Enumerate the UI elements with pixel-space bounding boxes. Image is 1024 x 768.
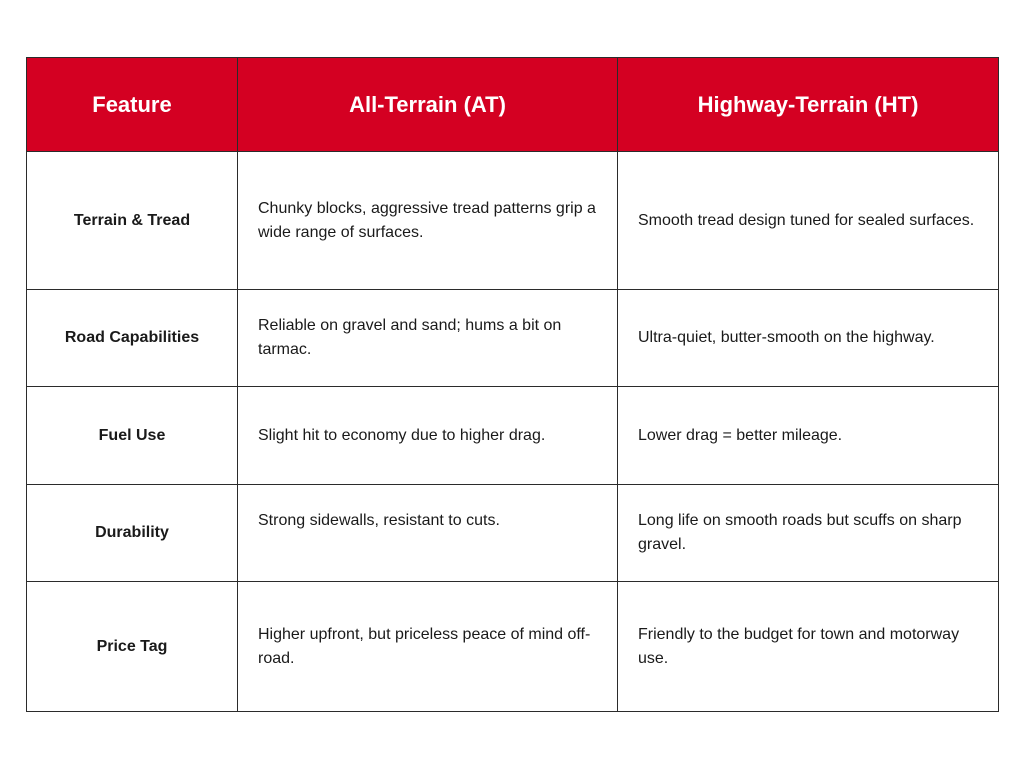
at-description: Higher upfront, but priceless peace of mind off-road. [258,625,591,667]
table-row [27,387,999,485]
at-description: Slight hit to economy due to higher drag. [258,426,546,444]
feature-label: Durability [95,524,169,541]
feature-cell [27,485,238,582]
ht-cell [618,387,999,485]
ht-cell [618,152,999,290]
header-row [27,58,999,152]
at-description: Chunky blocks, aggressive tread patterns grip a wide range of surfaces. [258,199,596,241]
at-description: Reliable on gravel and sand; hums a bit on tarmac. [258,317,562,358]
at-cell [238,387,618,485]
header-all-terrain: All-Terrain (AT) [238,58,618,152]
feature-cell [27,290,238,387]
feature-cell [27,387,238,485]
at-cell [238,485,618,582]
feature-label: Fuel Use [98,426,166,444]
table-row [27,152,999,290]
table-row [27,290,999,387]
table-row [27,582,999,712]
feature-label: Terrain & Tread [73,211,191,229]
ht-description: Ultra-quiet, butter-smooth on the highway. [638,329,935,346]
at-cell [238,152,618,290]
at-cell [238,290,618,387]
at-cell [238,582,618,712]
ht-description: Smooth tread design tuned for sealed surfaces. [638,211,975,229]
feature-label: Road Capabilities [64,329,200,346]
comparison-table-container [26,57,998,712]
ht-cell [618,485,999,582]
feature-cell [27,582,238,712]
table-row [27,485,999,582]
header-highway-terrain: Highway-Terrain (HT) [618,58,999,152]
ht-description: Friendly to the budget for town and motorway use. [638,625,960,667]
ht-cell [618,290,999,387]
table-header [27,58,999,152]
feature-cell [27,152,238,290]
header-feature: Feature [27,58,238,152]
ht-description: Lower drag = better mileage. [638,426,843,444]
feature-label: Price Tag [96,637,168,655]
tire-comparison-table [26,57,999,712]
ht-description: Long life on smooth roads but scuffs on sharp gravel. [638,512,962,553]
at-description: Strong sidewalls, resistant to cuts. [258,512,500,529]
ht-cell [618,582,999,712]
table-body [27,152,999,712]
